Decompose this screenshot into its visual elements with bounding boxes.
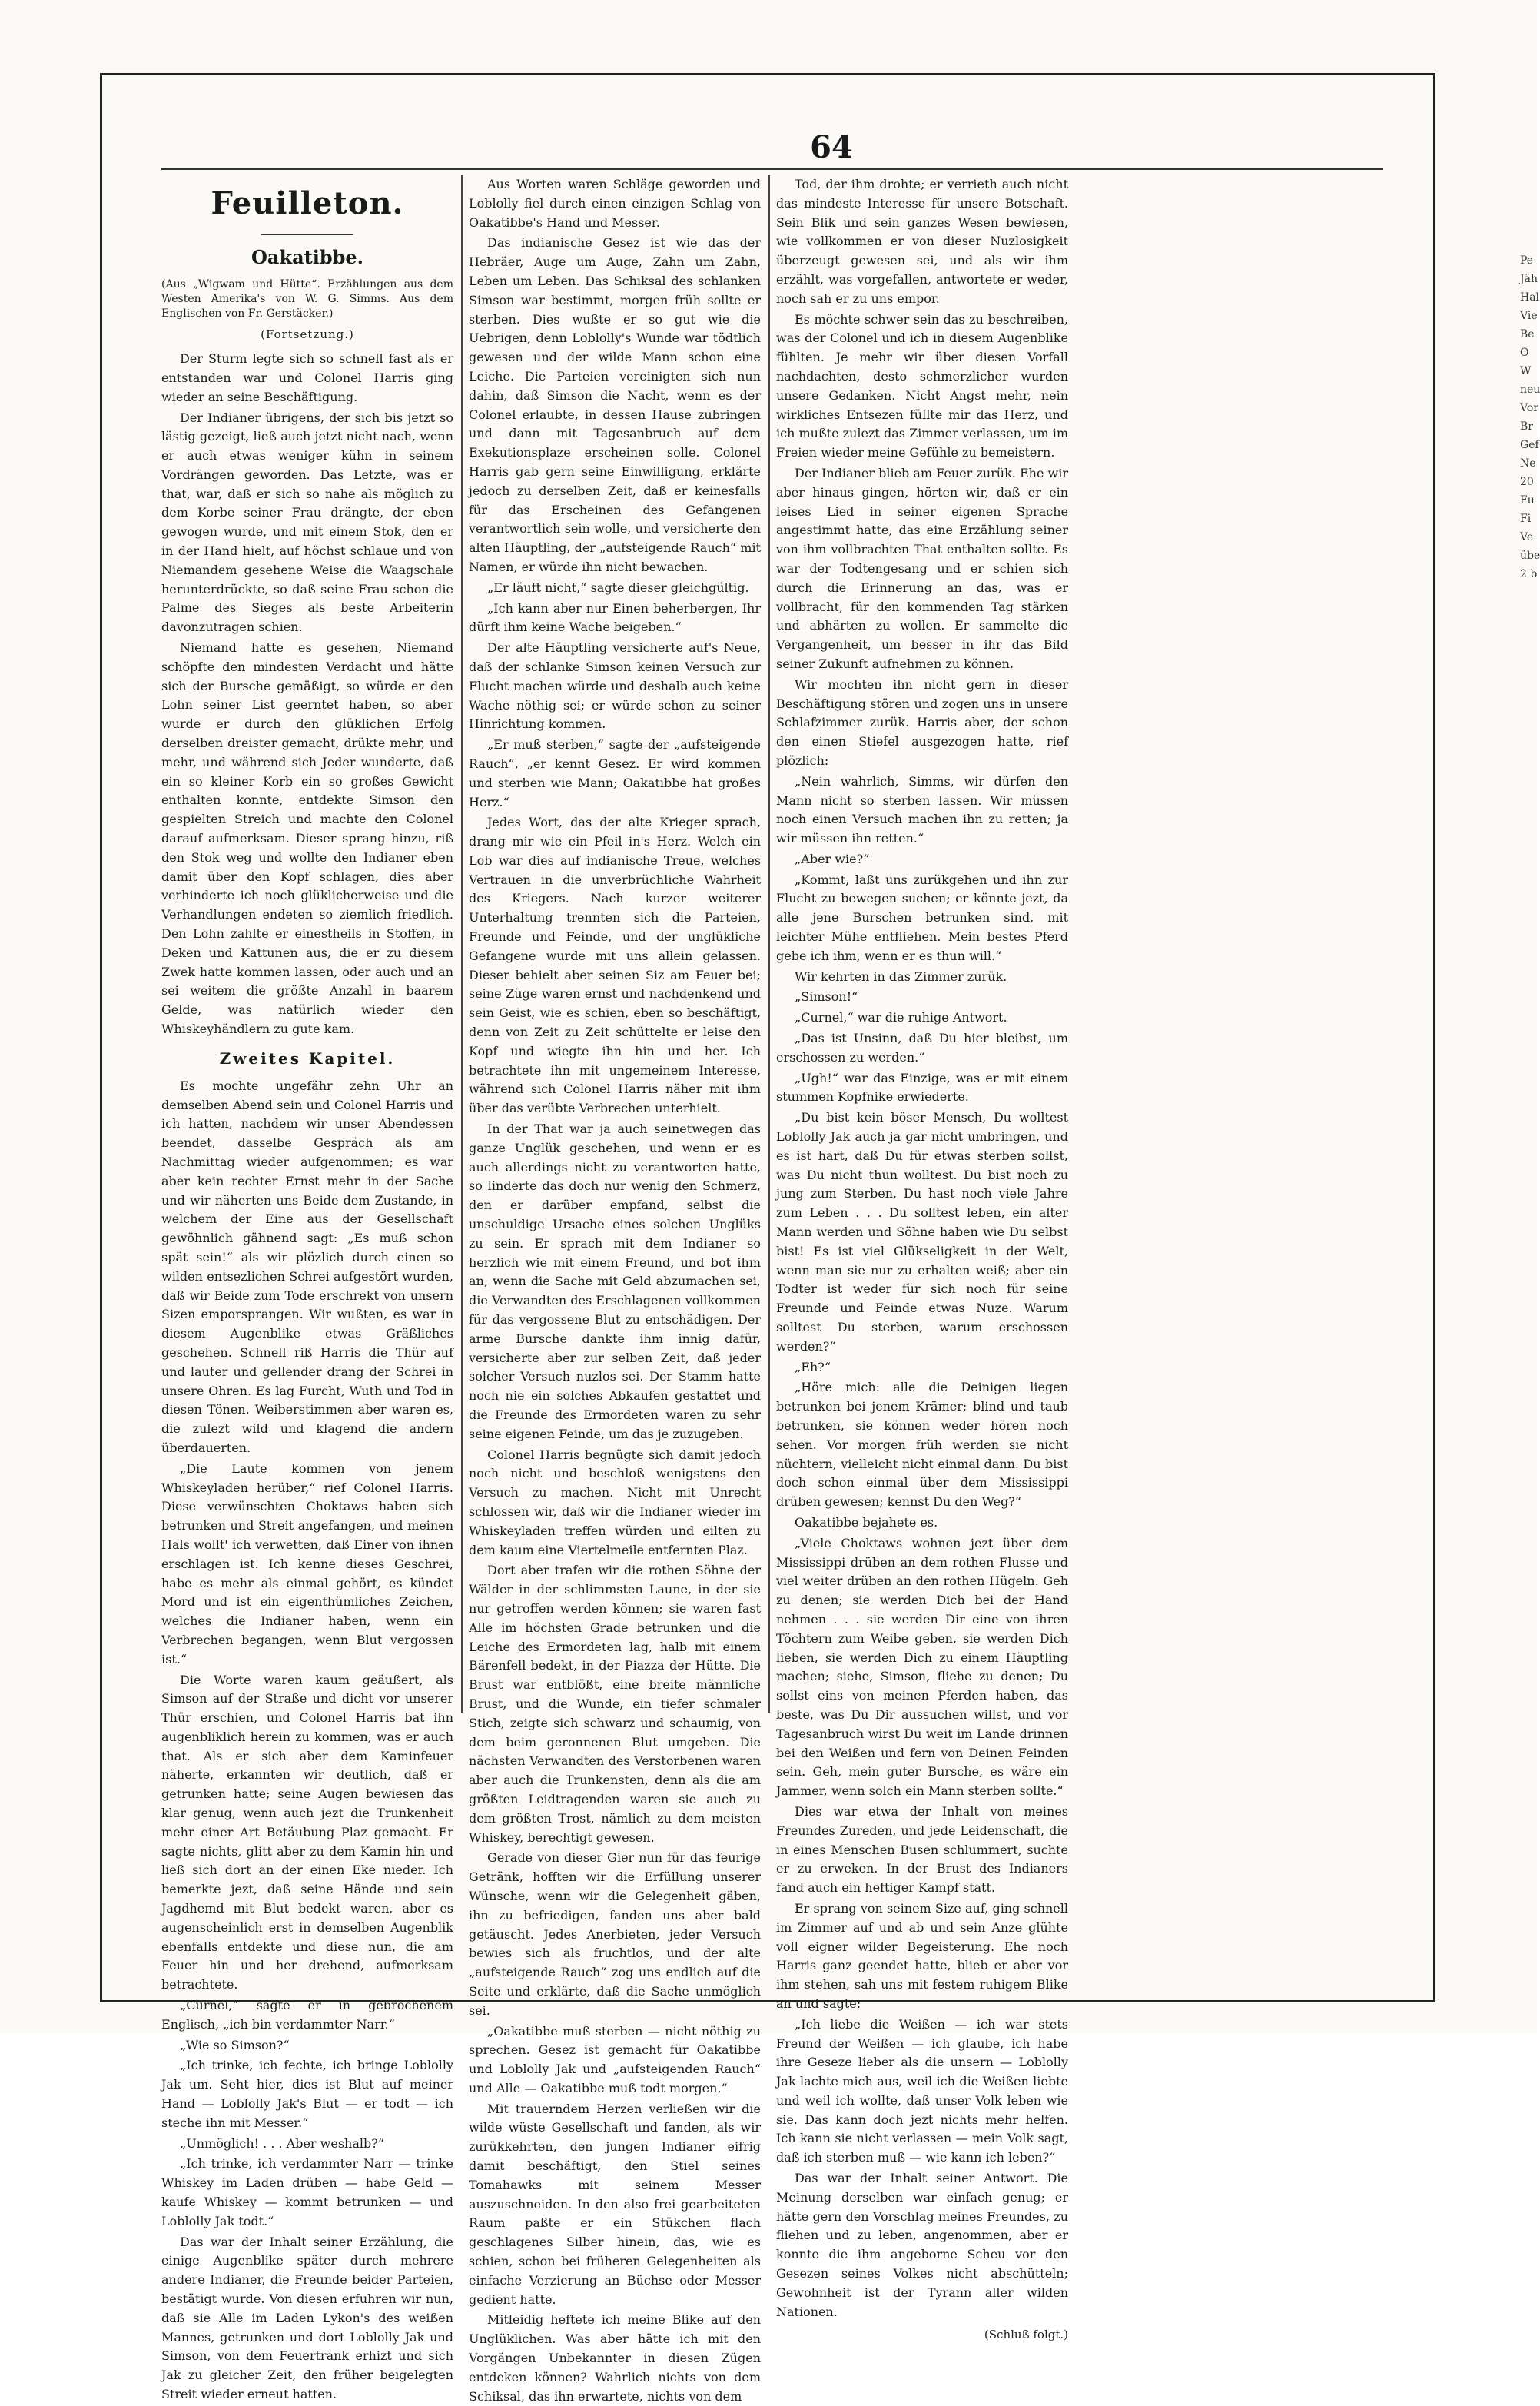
column-separator	[768, 175, 770, 1713]
paragraph: Dort aber trafen wir die rothen Söhne der Wälder in der schlimmsten Laune, in der sie nur getroffen werden können; sie waren fast Alle im höchsten Grade betrunken und die Leiche des Ermordeten lag, halb mit einem Bärenfell bedekt, in der Piazza der Hütte. Die Brust war entblößt, eine breite männliche Brust, und die Wunde, ein tiefer schmaler Stich, zeigte sich schwarz und schaumig, von dem beim geronnenen Blut umgeben. Die nächsten Verwandten des Verstorbenen waren aber auch die Trunkensten, denn als die am größten Leidtragenden waren sie auch zu dem größten Trost, nämlich zu dem meisten Whiskey, berechtigt gewesen.	[469, 1563, 761, 1845]
source-note: (Aus „Wigwam und Hütte“. Erzählungen aus dem Westen Amerika's von W. G. Simms. Aus dem Englischen von Fr. Gerstäcker.)	[161, 278, 453, 320]
section-title: Feuilleton.	[211, 185, 404, 221]
paragraph: „Du bist kein böser Mensch, Du wolltest Loblolly Jak auch ja gar nicht umbringen, und es ist hart, daß Du für etwas sterben sollst, was Du nicht thun wolltest. Du bist noch zu jung zum Sterben, Du hast noch viele Jahre zum Leben . . . Du solltest leben, ein alter Mann werden und Söhne haben wie Du selbst bist! Es ist viel Glükseligkeit in der Welt, wenn man sie nur zu erhalten weiß; aber ein Todter ist weder für sich noch für seine Freunde und Feinde etwas Nuze. Warum solltest Du sterben, warum erschossen werden?“	[776, 1110, 1068, 1354]
paragraph: Tod, der ihm drohte; er verrieth auch nicht das mindeste Interesse für unsere Botschaft. Sein Blik und sein ganzes Wesen bewiesen, wie vollkommen er von dieser Nuzlosigkeit überzeugt gewesen sei, und als wir ihm erzählt, was vorgefallen, antwortete er weder, noch sah er zu uns empor.	[776, 177, 1068, 306]
header-rule	[161, 168, 1383, 170]
paragraph: „Eh?“	[795, 1359, 831, 1374]
paragraph: Jedes Wort, das der alte Krieger sprach, drang mir wie ein Pfeil in's Herz. Welch ein Lob war dies auf indianische Treue, welches Vertrauen in die unverbrüchliche Wahrheit des Kriegers. Nach kurzer weiterer Unterhaltung trennten sich die Parteien, Freunde und Feinde, und der unglükliche Gefangene wurde mit uns allein gelassen. Dieser behielt aber seinen Siz am Feuer bei; seine Züge waren ernst und nachdenkend und sein Geist, wie es schien, eben so beschäftigt, denn von Zeit zu Zeit schüttelte er leise den Kopf und wiegte ihn hin und her. Ich betrachtete ihn mit ungemeinem Interesse, während sich Colonel Harris näher mit ihm über das verübte Verbrechen unterhielt.	[469, 815, 761, 1116]
edge-fragment: Be	[1520, 328, 1535, 341]
page-number: 64	[810, 129, 853, 165]
edge-fragment: Pe	[1520, 254, 1534, 267]
paragraph: Das indianische Gesez ist wie das der Hebräer, Auge um Auge, Zahn um Zahn, Leben um Leben. Das Schiksal des schlanken Simson war bestimmt, morgen früh sollte er sterben. Dies wußte er so gut wie die Uebrigen, denn Loblolly's Wunde war tödtlich gewesen und der wilde Mann schon eine Leiche. Die Parteien vereinigten sich nun dahin, daß Simson die Nacht, wenn es der Colonel erlaubte, in dessen Hause zubringen und dann mit Tagesanbruch auf dem Exekutionsplaze erscheinen solle. Colonel Harris gab gern seine Einwilligung, erklärte jedoch zu derselben Zeit, daß er keinesfalls für das Erscheinen des Gefangenen verantwortlich sein wolle, und versicherte den alten Häuptling, der „aufsteigende Rauch“ mit Namen, er würde ihn nicht bewachen.	[469, 235, 761, 574]
edge-fragment: W	[1520, 365, 1532, 377]
paragraph: In der That war ja auch seinetwegen das ganze Unglük geschehen, und wenn er es auch allerdings nicht zu verantworten hatte, so linderte das doch nur wenig den Schmerz, den er darüber empfand, selbst die unschuldige Ursache eines solchen Unglüks zu sein. Er sprach mit dem Indianer so herzlich wie mit einem Freund, und bot ihm an, wenn die Sache mit Geld abzumachen sei, die Verwandten des Erschlagenen vollkommen für das vergossene Blut zu entschädigen. Der arme Bursche dankte ihm innig dafür, versicherte aber zur selben Zeit, daß jeder solcher Versuch nuzlos sei. Der Stamm hatte noch nie ein solches Abkaufen gestattet und die Freunde des Ermordeten waren zu sehr seine eigenen Feinde, um das je zuzugeben.	[469, 1122, 761, 1441]
edge-fragment: Vie	[1520, 310, 1538, 322]
column-2	[469, 175, 761, 2404]
paragraph: „Ich kann aber nur Einen beherbergen, Ihr dürft ihm keine Wache beigeben.“	[469, 600, 761, 635]
paragraph: „Unmöglich! . . . Aber weshalb?“	[180, 2135, 384, 2151]
paragraph: Die Worte waren kaum geäußert, als Simson auf der Straße und dicht vor unserer Thür erschien, und Colonel Harris bat ihn augenbliklich herein zu kommen, was er auch that. Als er sich aber dem Kaminfeuer näherte, erkannten wir deutlich, daß er getrunken hatte; seine Augen bewiesen das klar genug, wenn auch jezt die Trunkenheit mehr einer Art Betäubung Plaz gemacht. Er sagte nichts, glitt aber zu dem Kamin hin und ließ sich dort an der einen Eke nieder. Ich bemerkte jezt, daß seine Hände und sein Jagdhemd mit Blut bedekt waren, aber es augenscheinlich erst in demselben Augenblik ebenfalls entdekte und diese nun, die am Feuer hin und her drehend, aufmerksam betrachtete.	[161, 1672, 453, 1992]
edge-fragment: Ne	[1520, 457, 1536, 470]
paragraph: Wir mochten ihn nicht gern in dieser Beschäftigung stören und zogen uns in unsere Schlafzimmer zurük. Harris aber, der schon den einen Stiefel ausgezogen hatte, rief plözlich:	[776, 676, 1068, 768]
paragraph: Mit trauerndem Herzen verließen wir die wilde wüste Gesellschaft und fanden, als wir zurükkehrten, den jungen Indianer eifrig damit beschäftigt, den Stiel seines Tomahawks mit seinem Messer auszuschneiden. In den also frei gearbeiteten Raum paßte er ein Stükchen flach geschlagenes Silber hinein, das, wie es schien, schon bei früheren Gelegenheiten als einfache Verzierung an Büchse oder Messer gedient hatte.	[469, 2101, 761, 2307]
paragraph: Wir kehrten in das Zimmer zurük.	[795, 969, 1007, 984]
paragraph: „Ich liebe die Weißen — ich war stets Freund der Weißen — ich glaube, ich habe ihre Geseze lieber als die unsern — Loblolly Jak lachte mich aus, weil ich die Weißen liebte und weil ich wollte, daß unser Volk leben wie sie. Das kann doch jezt nichts mehr helfen. Ich kann sie nicht verlassen — mein Volk sagt, daß ich sterben muß — wie kann ich leben?“	[776, 2016, 1068, 2165]
article-title: Oakatibbe.	[251, 246, 364, 268]
paragraph: Das war der Inhalt seiner Antwort. Die Meinung derselben war einfach genug; er hätte gern den Vorschlag meines Freundes, zu fliehen und zu leben, angenommen, aber er konnte die ihm angeborne Scheu vor den Gesezen seines Volkes nicht abschütteln; Gewohnheit ist der Tyrann aller wilden Nationen.	[776, 2171, 1068, 2319]
paragraph: Es möchte schwer sein das zu beschreiben, was der Colonel und ich in diesem Augenblike fühlten. Je mehr wir über diesen Vorfall nachdachten, desto schmerzlicher wurden unsere Gedanken. Nicht Angst mehr, nein wirkliches Entsezen füllte mir das Herz, und ich mußte zulezt das Zimmer verlassen, um im Freien wieder meine Gefühle zu bemeistern.	[776, 311, 1068, 460]
edge-fragment: Br	[1520, 420, 1533, 433]
paragraph: „Curnel,“ war die ruhige Antwort.	[795, 1010, 1007, 1025]
paragraph: „Ugh!“ war das Einzige, was er mit einem stummen Kopfnike erwiederte.	[776, 1070, 1068, 1105]
column-separator	[461, 175, 463, 1713]
paragraph: Colonel Harris begnügte sich damit jedoch noch nicht und beschloß wenigstens den Versuch zu machen. Nicht mit Unrecht schlossen wir, daß wir die Indianer wieder im Whiskeyladen treffen würden und eilten zu dem kaum eine Viertelmeile entfernten Plaz.	[469, 1447, 761, 1557]
paragraph: Mitleidig heftete ich meine Blike auf den Unglüklichen. Was aber hätte ich mit den Vorgängen Unbekannter in diesen Zügen entdeken können? Wahrlich nichts von dem Schiksal, das ihn erwartete, nichts von dem	[469, 2312, 761, 2404]
paragraph: Gerade von dieser Gier nun für das feurige Getränk, hofften wir die Erfüllung unserer Wünsche, wenn wir die Gelegenheit gäben, ihn zu befriedigen, fanden uns aber bald getäuscht. Jedes Anerbieten, jeder Versuch bewies sich als fruchtlos, und der alte „aufsteigende Rauch“ zog uns endlich auf die Seite und erklärte, daß die Sache unmöglich sei.	[469, 1850, 761, 2018]
paragraph: „Simson!“	[795, 989, 858, 1005]
paragraph: „Nein wahrlich, Simms, wir dürfen den Mann nicht so sterben lassen. Wir müssen noch einen Versuch machen ihn zu retten; ja wir müssen ihn retten.“	[776, 773, 1068, 846]
edge-fragment: 20	[1520, 476, 1534, 488]
paragraph: „Aber wie?“	[795, 851, 870, 866]
edge-fragment: übe	[1520, 550, 1540, 562]
edge-fragment: Gef	[1520, 439, 1539, 451]
paragraph: Er sprang von seinem Size auf, ging schnell im Zimmer auf und ab und sein Anze glühte voll eigner wilder Begeisterung. Ehe noch Harris ganz geendet hatte, blieb er aber vor ihm stehen, sah uns mit festem ruhigem Blike an und sagte:	[776, 1900, 1068, 2011]
column-3	[776, 175, 1068, 2342]
paragraph: „Kommt, laßt uns zurükgehen und ihn zur Flucht zu bewegen suchen; er könnte jezt, da alle jene Burschen betrunken sind, mit leichter Mühe entfliehen. Mein bestes Pferd gebe ich ihm, wenn er es thun will.“	[776, 872, 1068, 963]
edge-fragment: Fi	[1520, 513, 1532, 525]
paragraph: „Ich trinke, ich fechte, ich bringe Loblolly Jak um. Seht hier, dies ist Blut auf meiner Hand — Loblolly Jak's Blut — er todt — ich steche ihn mit Messer.“	[161, 2058, 453, 2130]
paragraph: Es mochte ungefähr zehn Uhr an demselben Abend sein und Colonel Harris und ich hatten, nachdem wir unser Abendessen beendet, dasselbe Gespräch als am Nachmittag wieder aufgenommen; es war aber kein rechter Ernst mehr in der Sache und wir näherten uns Beide dem Zustande, in welchem der Eine aus der Gesellschaft gewöhnlich gähnend sagt: „Es muß schon spät sein!“ als wir plözlich durch einen so wilden entsezlichen Schrei aufgestört wurden, daß wir Beide zum Tode erschrekt von unsern Sizen emporsprangen. Wir wußten, es war in diesem Augenblike etwas Gräßliches geschehen. Schnell riß Harris die Thür auf und lauter und gellender drang der Schrei in unsere Ohren. Es lag Furcht, Wuth und Tod in diesen Tönen. Weiberstimmen aber waren es, die zulezt wild und klagend die andern überdauerten.	[161, 1078, 453, 1455]
adjacent-page-fragments	[1520, 254, 1540, 586]
paragraph: „Er läuft nicht,“ sagte dieser gleichgültig.	[487, 580, 749, 595]
edge-fragment: Hal	[1520, 291, 1540, 304]
chapter-title: Zweites Kapitel.	[219, 1048, 396, 1068]
continued-note: (Fortsetzung.)	[261, 327, 354, 341]
title-rule	[261, 234, 353, 235]
edge-fragment: Vor	[1520, 402, 1538, 414]
paragraph: Niemand hatte es gesehen, Niemand schöpfte den mindesten Verdacht und hätte sich der Bursche gemäßigt, so würde er den Lohn seiner List geerntet haben, so aber wurde er durch den glüklichen Erfolg derselben dreister gemacht, drükte mehr, und mehr, und während sich Jeder wunderte, daß ein so kleiner Korb ein so großes Gewicht enthalten konnte, entdekte Simson den gespielten Streich und machte den Colonel darauf aufmerksam. Dieser sprang hinzu, riß den Stok weg und wollte den Indianer eben damit über den Kopf schlagen, dies aber verhinderte ich noch glüklicherweise und die Verhandlungen endeten so ziemlich friedlich. Den Lohn zahlte er einestheils in Stoffen, in Deken und Kattunen aus, die er zu diesem Zwek hatte kommen lassen, oder auch und an sei weitem die größte Anzahl in baarem Gelde, was natürlich wieder den Whiskeyhändlern zu gute kam.	[161, 640, 453, 1036]
paragraph: „Das ist Unsinn, daß Du hier bleibst, um erschossen zu werden.“	[776, 1031, 1068, 1065]
paragraph: Das war der Inhalt seiner Erzählung, die einige Augenblike später durch mehrere andere Indianer, die Freunde beider Parteien, bestätigt wurde. Von diesen erfuhren wir nun, daß sie Alle im Laden Lykon's des weißen Mannes, getrunken und dort Loblolly Jak und Simson, von dem Feuertrank erhizt und sich Jak zu gleicher Zeit, den früher beigelegten Streit wieder erneut hatten.	[161, 2234, 453, 2401]
paragraph: Der Indianer übrigens, der sich bis jetzt so lästig gezeigt, ließ auch jetzt nicht nach, wenn er auch etwas weniger kühn in seinem Vordrängen geworden. Das Letzte, was er that, war, daß er sich so nahe als möglich zu dem Korbe seiner Frau drängte, der eben gewogen wurde, und mit einem Stok, den er in der Hand hielt, auf höchst schlaue und von Niemandem gesehene Weise die Waagschale herunterdrückte, so daß seine Frau schon die Palme des Sieges als beste Arbeiterin davonzutragen schien.	[161, 410, 453, 635]
column-1	[161, 175, 453, 2401]
paragraph: Aus Worten waren Schläge geworden und Loblolly fiel durch einen einzigen Schlag von Oakatibbe's Hand und Messer.	[469, 177, 761, 230]
article-columns	[161, 175, 1068, 2404]
edge-fragment: Fu	[1520, 494, 1535, 507]
paragraph: Dies war etwa der Inhalt von meines Freundes Zureden, und jede Leidenschaft, die in eines Menschen Busen schlummert, suchte er zu erweken. In der Brust des Indianers fand auch ein heftiger Kampf statt.	[776, 1803, 1068, 1896]
paragraph: „Er muß sterben,“ sagte der „aufsteigende Rauch“, „er kennt Gesez. Er wird kommen und sterben wie Mann; Oakatibbe hat großes Herz.“	[469, 737, 761, 809]
paragraph: Oakatibbe bejahete es.	[795, 1514, 938, 1530]
paragraph: „Viele Choktaws wohnen jezt über dem Mississippi drüben an dem rothen Flusse und viel weiter drüben an den rothen Hügeln. Geh zu denen; sie werden Dich bei der Hand nehmen . . . sie werden Dir eine von ihren Töchtern zum Weibe geben, sie werden Dich lieben, sie werden Dich zu einem Häuptling machen; siehe, Simson, fliehe zu denen; Du sollst eins von meinen Pferden haben, das beste, was Du Dir aussuchen willst, und vor Tagesanbruch wirst Du weit im Lande drinnen bei den Weißen und fern von Deinen Feinden sein. Geh, mein guter Bursche, es wäre ein Jammer, wenn solch ein Mann sterben sollte.“	[776, 1535, 1068, 1799]
edge-fragment: Ve	[1520, 531, 1534, 543]
paragraph: Der Indianer blieb am Feuer zurük. Ehe wir aber hinaus gingen, hörten wir, daß er ein leises Lied in seiner eigenen Sprache angestimmt hatte, das eine Erzählung seiner von ihm vollbrachten That enthalten sollte. Es war der Todtengesang und er schien sich durch die Erinnerung an das, was er vollbracht, für den kommenden Tag stärken und abhärten zu wollen. Er sammelte die Vergangenheit, um besser in ihr das Bild seiner Zukunft aufnehmen zu können.	[776, 465, 1068, 671]
closing-note: (Schluß folgt.)	[984, 2328, 1068, 2342]
paragraph: Der alte Häuptling versicherte auf's Neue, daß der schlanke Simson keinen Versuch zur Flucht machen würde und deshalb auch keine Wache nöthig sei; er würde schon zu seiner Hinrichtung kommen.	[469, 640, 761, 732]
paragraph: „Oakatibbe muß sterben — nicht nöthig zu sprechen. Gesez ist gemacht für Oakatibbe und Loblolly Jak und „aufsteigenden Rauch“ und Alle — Oakatibbe muß todt morgen.“	[469, 2023, 761, 2095]
paragraph: Der Sturm legte sich so schnell fast als er entstanden war und Colonel Harris ging wieder an seine Beschäftigung.	[161, 351, 453, 404]
paragraph: „Ich trinke, ich verdammter Narr — trinke Whiskey im Laden drüben — habe Geld — kaufe Whiskey — kommt betrunken — und Loblolly Jak todt.“	[161, 2156, 453, 2228]
edge-fragment: O	[1520, 347, 1529, 359]
paragraph: „Höre mich: alle die Deinigen liegen betrunken bei jenem Krämer; blind und taub betrunken, sie können weder hören noch sehen. Vor morgen früh werden sie nicht nüchtern, vielleicht nicht einmal dann. Du bist doch schon einmal über dem Mississippi drüben gewesen; kennst Du den Weg?“	[776, 1380, 1068, 1510]
paragraph: „Curnel,“ sagte er in gebrochenem Englisch, „ich bin verdammter Narr.“	[161, 1998, 453, 2032]
edge-fragment: Jäh	[1520, 273, 1538, 285]
edge-fragment: 2 b	[1520, 568, 1538, 580]
paragraph: „Die Laute kommen von jenem Whiskeyladen herüber,“ rief Colonel Harris. Diese verwünschten Choktaws haben sich betrunken und Streit angefangen, und meinen Hals wollt' ich verwetten, daß Einer von ihnen erschlagen ist. Ich kenne dieses Geschrei, habe es mehr als einmal gehört, es kündet Mord und ist ein eigenthümliches Zeichen, welches die Indianer haben, wenn ein Verbrechen begangen, wenn Blut vergossen ist.“	[161, 1461, 453, 1667]
paragraph: „Wie so Simson?“	[180, 2037, 290, 2052]
edge-fragment: neu	[1520, 384, 1540, 396]
